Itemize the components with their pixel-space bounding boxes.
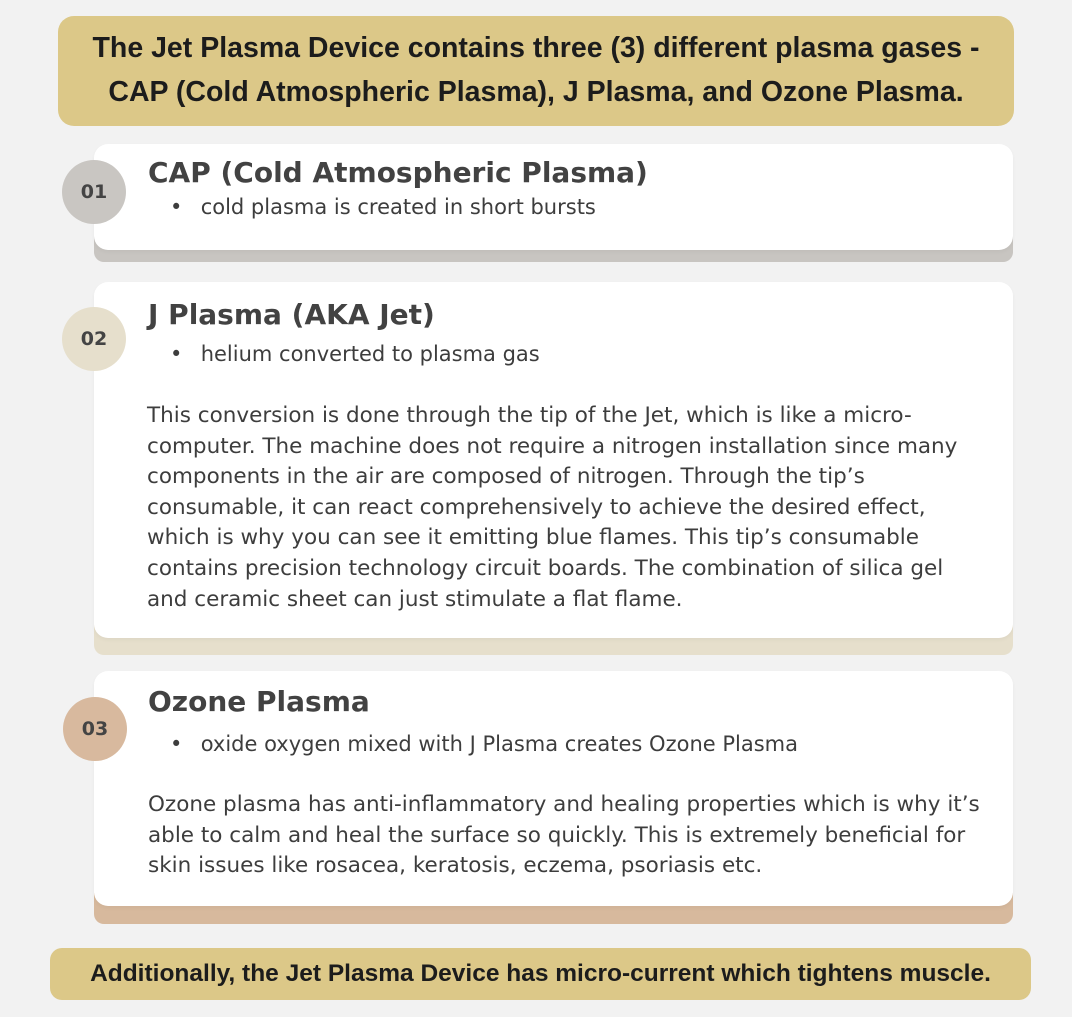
number-badge-01-label: 01 <box>80 181 108 203</box>
card-02-title: J Plasma (AKA Jet) <box>148 298 435 331</box>
number-badge-02-label: 02 <box>80 328 108 350</box>
card-01 <box>94 144 1013 250</box>
card-01-bullet-text: cold plasma is created in short bursts <box>200 195 596 219</box>
header-line-2: CAP (Cold Atmospheric Plasma), J Plasma, and Ozone Plasma. <box>108 76 964 108</box>
card-01-title: CAP (Cold Atmospheric Plasma) <box>148 156 648 189</box>
number-badge-01 <box>62 160 126 224</box>
card-03-bullet-text: oxide oxygen mixed with J Plasma creates Ozone Plasma <box>200 732 798 756</box>
card-02-bullet-text: helium converted to plasma gas <box>200 342 540 366</box>
number-badge-03 <box>63 697 127 761</box>
header-banner <box>58 16 1014 126</box>
footer-banner <box>50 948 1031 1000</box>
card-03-bullet <box>170 732 798 756</box>
header-line-1: The Jet Plasma Device contains three (3) different plasma gases - <box>92 32 980 64</box>
card-03-paragraph: Ozone plasma has anti-inflammatory and healing properties which is why it’s able to calm and heal the surface so quickly. This is extremely beneficial for skin issues like rosacea, keratosis, eczema, psoriasis etc. <box>148 792 980 879</box>
card-03 <box>94 671 1013 906</box>
card-02-bullet <box>170 342 540 366</box>
card-03-title: Ozone Plasma <box>148 685 370 718</box>
card-02-paragraph: This conversion is done through the tip of the Jet, which is like a micro-computer. The machine does not require a nitrogen installation since many components in the air are composed of nitrogen. Through the tip’s consumable, it can react comprehensively to achieve the desired effect, which is why you can see it emitting blue flames. This tip’s consumable contains precision technology circuit boards. The combination of silica gel and ceramic sheet can just stimulate a flat flame. <box>147 403 958 612</box>
number-badge-02 <box>62 307 126 371</box>
card-02 <box>94 282 1013 638</box>
number-badge-03-label: 03 <box>81 718 109 740</box>
card-01-bullet <box>170 195 596 219</box>
footer-text: Additionally, the Jet Plasma Device has micro-current which tightens muscle. <box>90 960 991 987</box>
